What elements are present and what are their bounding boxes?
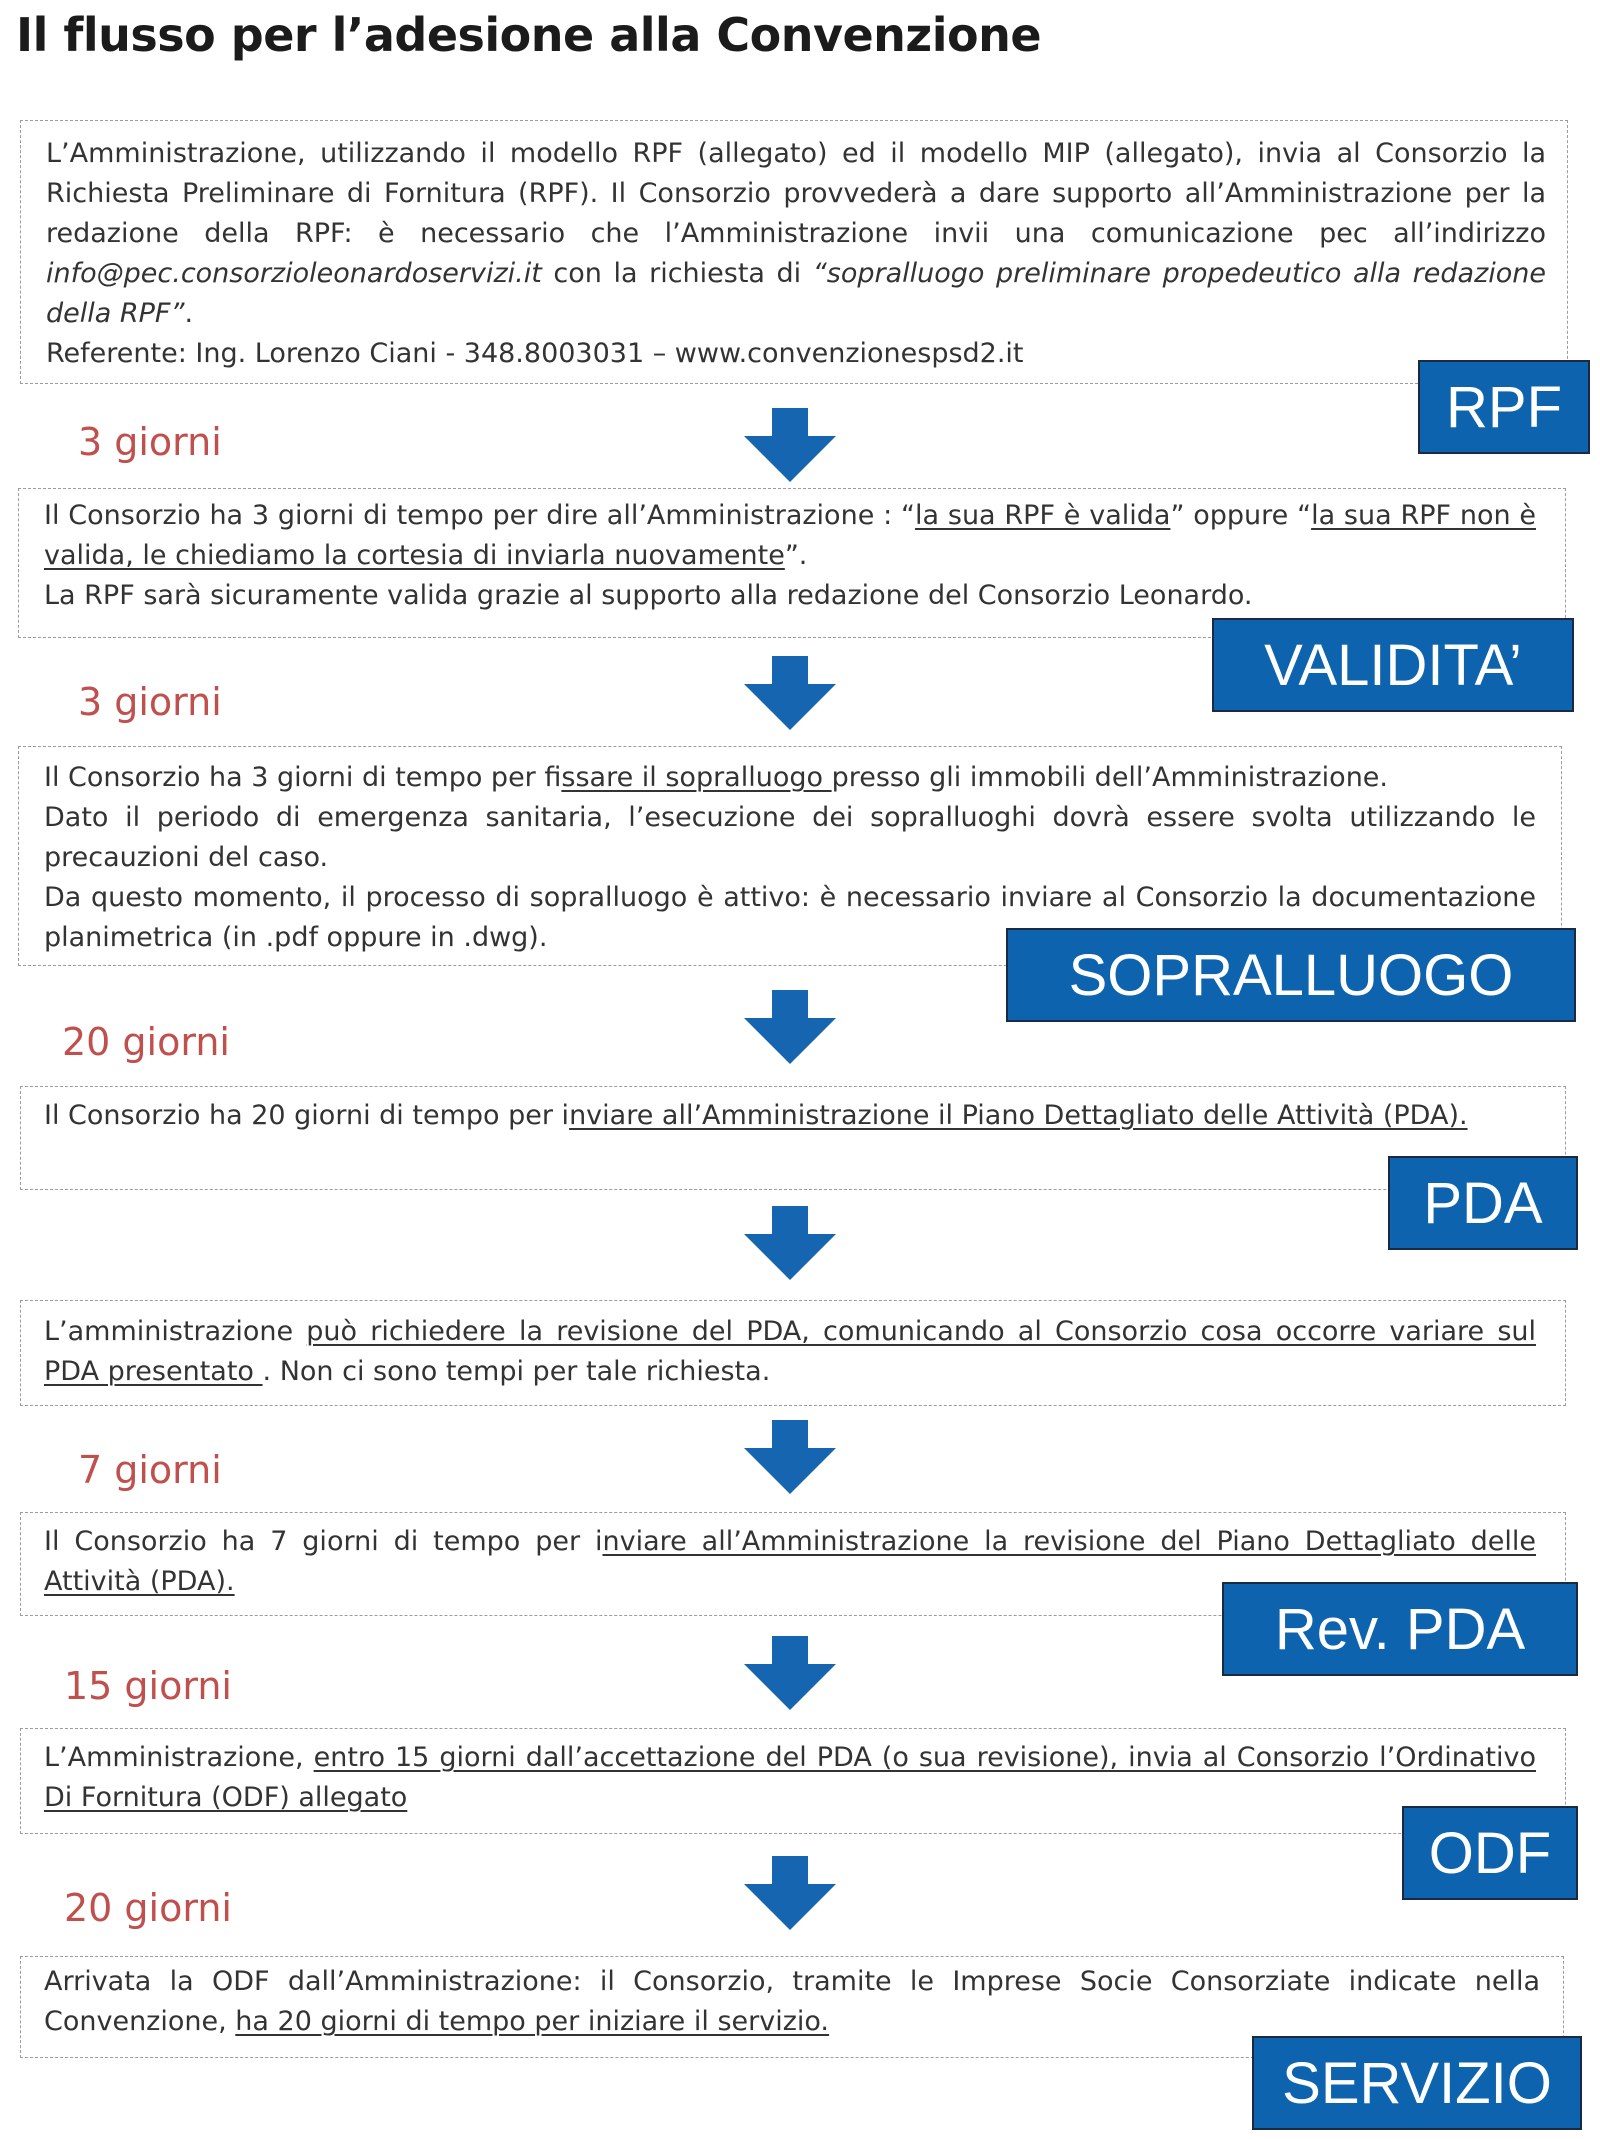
tag-sopralluogo: SOPRALLUOGO: [1006, 928, 1576, 1022]
days-label: 20 giorni: [62, 1020, 230, 1064]
tag-servizio: SERVIZIO: [1252, 2036, 1582, 2130]
step-text-servizio: Arrivata la ODF dall’Amministrazione: il Consorzio, tramite le Imprese Socie Consorziate indicate nella Convenzione, ha 20 giorni di tempo per iniziare il servizio.: [44, 1966, 1540, 2037]
arrow-down-icon: [744, 656, 836, 730]
arrow-down-icon: [744, 1636, 836, 1710]
tag-rpf: RPF: [1418, 360, 1590, 454]
step-text-sopralluogo: Il Consorzio ha 3 giorni di tempo per fissare il sopralluogo presso gli immobili dell’Amministrazione. Dato il periodo di emergenza sanitaria, l’esecuzione dei sopralluoghi dovrà essere svolta utilizzando le precauzioni del caso. Da questo momento, il processo di sopralluogo è attivo: è necessario inviare al Consorzio la documentazione planimetrica (in .pdf oppure in .dwg).: [44, 762, 1536, 953]
tag-validita: VALIDITA’: [1212, 618, 1574, 712]
step-text-odf: L’Amministrazione, entro 15 giorni dall’accettazione del PDA (o sua revisione), invia al Consorzio l’Ordinativo Di Fornitura (ODF) allegato: [44, 1742, 1536, 1813]
arrow-down-icon: [744, 408, 836, 482]
tag-odf: ODF: [1402, 1806, 1578, 1900]
days-label: 7 giorni: [78, 1448, 222, 1492]
tag-pda: PDA: [1388, 1156, 1578, 1250]
step-text-revisione-richiesta: L’amministrazione può richiedere la revisione del PDA, comunicando al Consorzio cosa occorre variare sul PDA presentato . Non ci sono tempi per tale richiesta.: [44, 1316, 1537, 1387]
days-label: 3 giorni: [78, 680, 222, 724]
arrow-down-icon: [744, 990, 836, 1064]
tag-rev-pda: Rev. PDA: [1222, 1582, 1578, 1676]
days-label: 15 giorni: [64, 1664, 232, 1708]
arrow-down-icon: [744, 1420, 836, 1494]
step-text-rpf: L’Amministrazione, utilizzando il modello RPF (allegato) ed il modello MIP (allegato), invia al Consorzio la Richiesta Preliminare di Fornitura (RPF). Il Consorzio provvederà a dare supporto all’Amministrazione per la redazione della RPF: è necessario che l’Amministrazione invii una comunicazione pec all’indirizzo info@pec.consorzioleonardoservizi.it con la richiesta di “sopralluogo preliminare propedeutico alla redazione della RPF”. Referente: Ing. Lorenzo Ciani - 348.8003031 – www.convenzionespsd2.it: [46, 134, 1546, 374]
page-title: Il flusso per l’adesione alla Convenzione: [16, 8, 1042, 62]
step-text-validita: Il Consorzio ha 3 giorni di tempo per dire all’Amministrazione : “la sua RPF è valida” oppure “la sua RPF non è valida, le chiediamo la cortesia di inviarla nuovamente”. La RPF sarà sicuramente valida grazie al supporto alla redazione del Consorzio Leonardo.: [44, 500, 1537, 611]
step-text-pda: Il Consorzio ha 20 giorni di tempo per inviare all’Amministrazione il Piano Dettagliato delle Attività (PDA).: [44, 1100, 1468, 1131]
arrow-down-icon: [744, 1856, 836, 1930]
step-text-rev-pda: Il Consorzio ha 7 giorni di tempo per inviare all’Amministrazione la revisione del Piano Dettagliato delle Attività (PDA).: [44, 1526, 1536, 1597]
days-label: 20 giorni: [64, 1886, 232, 1930]
days-label: 3 giorni: [78, 420, 222, 464]
referente-line: Referente: Ing. Lorenzo Ciani - 348.8003031 – www.convenzionespsd2.it: [46, 338, 1024, 369]
arrow-down-icon: [744, 1206, 836, 1280]
